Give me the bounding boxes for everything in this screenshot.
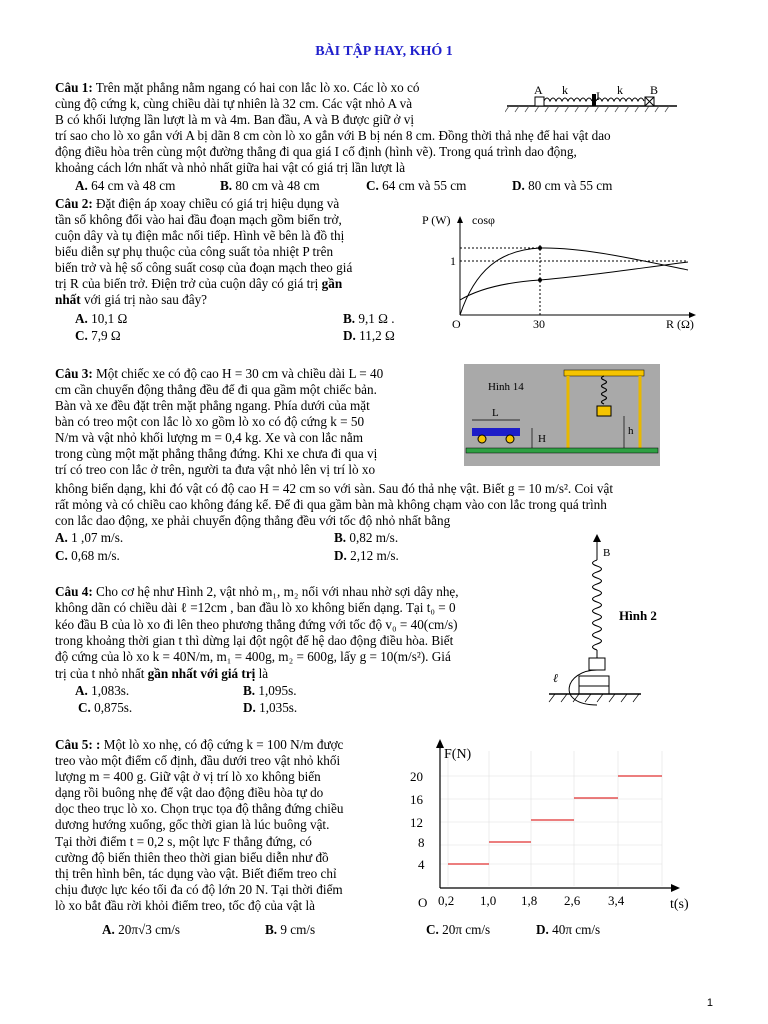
xtick-3-4: 3,4 (608, 893, 625, 908)
q2-line-3: biểu diễn sự phụ thuộc của công suất tỏa nhiệt P trên (55, 244, 334, 259)
cos-curve (460, 262, 688, 300)
q1-line-5: khoảng cách lớn nhất và nhỏ nhất giữa hai vật có giá trị lần lượt là (55, 160, 406, 175)
q5-line-3: dạng rồi buông nhẹ để vật dao động điều hòa tự do (55, 785, 324, 800)
label-a: A (534, 84, 543, 97)
q2-option-d[interactable]: D. 11,2 Ω (343, 328, 395, 343)
q1-block (55, 80, 495, 96)
q4-figure (545, 530, 745, 720)
q3-option-d[interactable]: D. 2,12 m/s. (334, 548, 399, 563)
spring-right (596, 98, 644, 101)
q2-line-5: trị R của biến trở. Điện trở của cuộn dây có giá trị gần (55, 276, 343, 291)
q3-option-a[interactable]: A. 1 ,07 m/s. (55, 530, 124, 545)
q1-line-3: trí sao cho lò xo gắn với A bị dãn 8 cm còn lò xo gắn với B bị nén 8 cm. Đồng thời thả nhẹ để hai vật dao (55, 128, 611, 143)
q4-line-0: Câu 4: Cho cơ hệ như Hình 2, vật nhỏ m₁, m₂ nối với nhau nhờ sợi dây nhẹ, (55, 584, 459, 599)
q4-option-b[interactable]: B. 1,095s. (243, 683, 297, 698)
graph-xlabel: R (Ω) (666, 317, 694, 331)
q5-force-graph (400, 736, 700, 914)
xtick-1-8: 1,8 (521, 893, 538, 908)
q3-label-h-small: h (628, 425, 634, 437)
graph-origin: O (418, 895, 428, 910)
q5-line-1: treo vào một điểm cố định, đầu dưới treo vật nhỏ khối (55, 753, 341, 768)
q3-option-b[interactable]: B. 0,82 m/s. (334, 530, 399, 545)
q1-option-c[interactable]: C. 64 cm và 55 cm (366, 178, 467, 193)
page-title: BÀI TẬP HAY, KHÓ 1 (315, 44, 453, 59)
q1-springs-figure (505, 84, 680, 116)
block-a (535, 97, 544, 106)
q4-line-3: trong khoảng thời gian t thì dừng lại đột ngột để hệ dao động điều hòa. Biết (55, 633, 454, 648)
q1-option-b[interactable]: B. 80 cm và 48 cm (220, 178, 320, 193)
q1-line-2: B có khối lượng lần lượt là m và 4m. Ban đầu, A và B được giữ ở vị (55, 112, 415, 127)
power-curve (460, 248, 688, 315)
q5-line-6: Tại thời điểm t = 0,2 s, một lực F thẳng đứng, có (55, 834, 312, 849)
page-number: 1 (706, 997, 713, 1009)
q3-line-1: cm cần chuyển động thẳng đều để đi qua gầm một chiếc bản. (55, 382, 377, 397)
q3-line-8: rất mỏng và có chiều cao không đáng kể. Để đi qua gầm bàn mà không chạm vào con lắc trong quá trình (55, 497, 607, 512)
q5-line-2: lượng m = 400 g. Giữ vật ở vị trí lò xo không biến (55, 769, 321, 784)
q3-line-3: bàn có treo một con lắc lò xo gồm lò xo có độ cứng k = 50 (55, 414, 365, 429)
q1-line-4: động điều hòa trên cùng một đường thẳng đi qua giá I cố định (hình vẽ). Trong quá trình dao động, (55, 144, 577, 159)
graph-ylabel: F(N) (444, 747, 472, 762)
graph-origin: O (452, 317, 461, 331)
q3-label-h-big: H (538, 433, 546, 445)
q5-option-a[interactable]: A. 20π√3 cm/s (102, 922, 181, 937)
graph-ylabel: P (W) (422, 213, 451, 227)
q3-label-l: L (492, 407, 499, 419)
label-b: B (650, 84, 659, 97)
table-top (564, 370, 644, 376)
q4-option-c[interactable]: C. 0,875s. (78, 700, 133, 715)
q2-line-0: Câu 2: Đặt điện áp xoay chiều có giá trị hiệu dụng và (55, 196, 340, 211)
q5-option-b[interactable]: B. 9 cm/s (265, 922, 316, 937)
q3-line-6: trí có treo con lắc ở trên, người ta đưa vật nhỏ lên vị trí lò xo (55, 462, 376, 477)
q5-option-c[interactable]: C. 20π cm/s (426, 922, 491, 937)
q5-line-9: chịu được lực kéo tối đa có độ lớn 20 N. Tại thời điểm (55, 882, 343, 897)
q2-line-6: nhất với giá trị nào sau đây? (55, 292, 208, 307)
q3-line-0: Câu 3: Một chiếc xe có độ cao H = 30 cm và chiều dài L = 40 (55, 366, 384, 381)
ytick-16: 16 (410, 792, 423, 807)
q5-line-4: dọc theo trục lò xo. Chọn trục tọa độ thẳng đứng chiều (55, 801, 344, 816)
q5-line-10: lò xo bắt đầu rời khỏi điểm treo, tốc độ của vật là (55, 898, 316, 913)
label-k1: k (562, 84, 568, 97)
spring-left (544, 98, 592, 101)
q4-line-4: độ cứng của lò xo k = 40N/m, m₁ = 400g, m₂ = 600g, lấy g = 10(m/s²). Giá (55, 649, 451, 664)
ytick-8: 8 (418, 835, 425, 850)
q3-option-c[interactable]: C. 0,68 m/s. (55, 548, 120, 563)
q2-line-4: biến trở và hệ số công suất cosφ của đoạn mạch theo giá (55, 260, 353, 275)
q3-line-5: trong cùng một mặt phẳng thẳng đứng. Khi xe chưa đi qua vị (55, 446, 378, 461)
xtick-0-2: 0,2 (438, 893, 455, 908)
q4-option-a[interactable]: A. 1,083s. (75, 683, 130, 698)
label-i: I (596, 89, 600, 103)
q3-car (472, 428, 520, 436)
q4-line-2: kéo đầu B của lò xo đi lên theo phương thẳng đứng với tốc độ v₀ = 40(cm/s) (55, 617, 458, 632)
q3-figure (464, 364, 660, 466)
ytick-12: 12 (410, 815, 423, 830)
graph-x30: 30 (533, 317, 545, 331)
graph-ylabel2: cosφ (472, 213, 495, 227)
q1-option-a[interactable]: A. 64 cm và 48 cm (75, 178, 176, 193)
q2-line-2: cuộn dây và tụ điện mắc nối tiếp. Hình vẽ bên là đồ thị (55, 228, 345, 243)
graph-y1: 1 (450, 254, 456, 268)
graph-xlabel: t(s) (670, 897, 689, 912)
q4-label-b: B (603, 547, 611, 559)
q1-label: Câu 1: (55, 80, 93, 95)
q3-caption: Hình 14 (488, 381, 524, 393)
mass-m1 (589, 658, 605, 670)
q4-spring (593, 560, 602, 650)
xtick-2-6: 2,6 (564, 893, 581, 908)
q3-line-7: không biến dạng, khi đó vật có độ cao H = 42 cm so với sàn. Sau đó thả nhẹ vật. Biết g = 10 m/s². Coi vật (55, 481, 613, 496)
q4-caption: Hình 2 (619, 608, 657, 623)
q5-line-7: cường độ biến thiên theo thời gian biểu diễn như đồ (55, 850, 329, 865)
q2-option-b[interactable]: B. 9,1 Ω . (343, 311, 395, 326)
q2-line-1: tần số không đổi vào hai đầu đoạn mạch gồm biến trở, (55, 212, 342, 227)
q4-line-5: trị của t nhỏ nhất gần nhất với giá trị là (55, 666, 269, 681)
q5-line-5: dương hướng xuống, gốc thời gian là lúc buông vật. (55, 817, 330, 832)
ytick-4: 4 (418, 857, 425, 872)
q3-line-2: Bàn và xe đều đặt trên mặt phẳng ngang. Phía dưới của mặt (55, 398, 370, 413)
q1-line-1: cùng độ cứng k, cùng chiều dài tự nhiên là 32 cm. Các vật nhỏ A và (55, 96, 413, 111)
label-k2: k (617, 84, 623, 97)
q4-label-l: ℓ (553, 671, 558, 685)
q2-graph (420, 210, 700, 335)
q1-option-d[interactable]: D. 80 cm và 55 cm (512, 178, 613, 193)
mass-m2 (579, 676, 609, 686)
floor (466, 448, 658, 453)
q2-option-a[interactable]: A. 10,1 Ω (75, 311, 128, 326)
q3-line-9: con lắc dao động, xe phải chuyển động thẳng đều với tốc độ nhỏ nhất bằng (55, 513, 451, 528)
ytick-20: 20 (410, 769, 423, 784)
q5-line-8: thị trên hình bên, tác dụng vào vật. Biết điểm treo chỉ (55, 866, 337, 881)
q2-option-c[interactable]: C. 7,9 Ω (75, 328, 121, 343)
xtick-1-0: 1,0 (480, 893, 497, 908)
q5-option-d[interactable]: D. 40π cm/s (536, 922, 601, 937)
q4-option-d[interactable]: D. 1,035s. (243, 700, 298, 715)
q5-line-0: Câu 5: : Một lò xo nhẹ, có độ cứng k = 100 N/m được (55, 737, 344, 752)
q3-line-4: N/m và vật nhỏ khối lượng m = 0,4 kg. Xe và con lắc nằm (55, 430, 363, 445)
q1-line-0: Trên mặt phẳng nằm ngang có hai con lắc lò xo. Các lò xo có (92, 80, 420, 95)
q3-mass (597, 406, 611, 416)
q4-line-1: không dãn có chiều dài ℓ =12cm , ban đầu lò xo không biến dạng. Tại t₀ = 0 (55, 600, 456, 615)
